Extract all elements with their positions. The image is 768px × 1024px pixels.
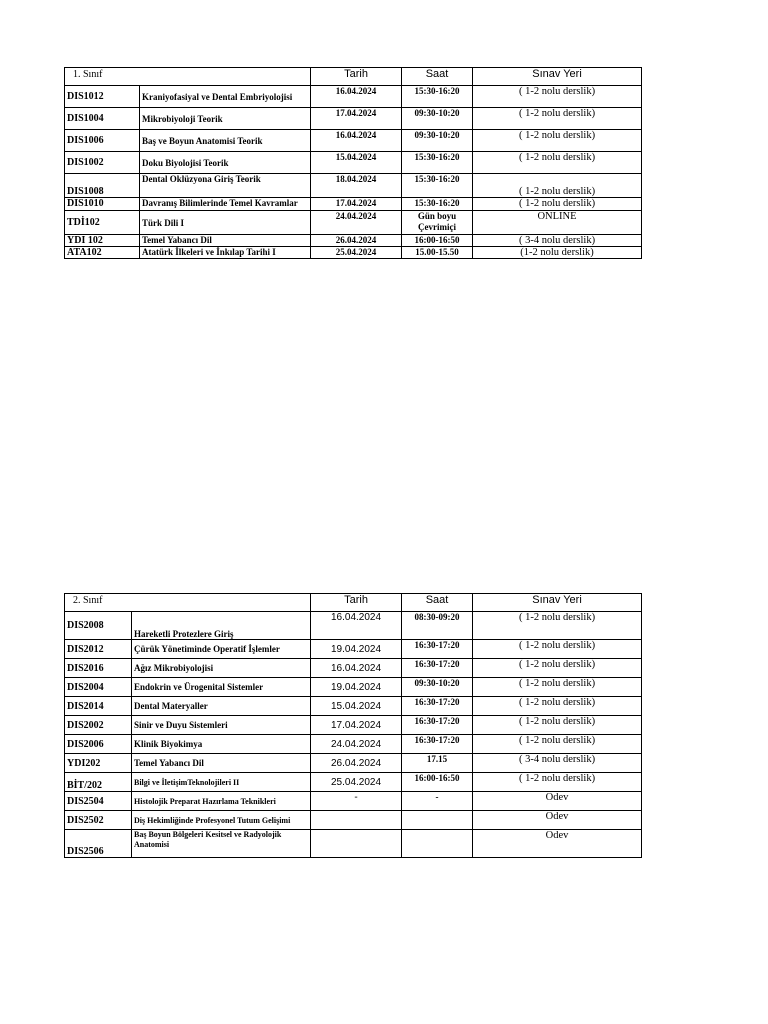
table-row [65, 754, 642, 773]
table-row [65, 678, 642, 697]
exam-date: 18.04.2024 [311, 174, 402, 198]
course-name: Ağız Mikrobiyolojisi [132, 659, 311, 678]
table-row [65, 198, 642, 211]
exam-location: (1-2 nolu derslik) [473, 247, 642, 259]
exam-location: ( 1-2 nolu derslik) [473, 108, 642, 130]
table-row [65, 235, 642, 247]
exam-location: ( 1-2 nolu derslik) [473, 174, 642, 198]
course-code: DIS1004 [65, 108, 140, 130]
course-code: DIS2006 [65, 735, 132, 754]
course-name: Baş ve Boyun Anatomisi Teorik [140, 130, 311, 152]
date-column-header: Tarih [311, 594, 402, 612]
exam-location: ( 1-2 nolu derslik) [473, 86, 642, 108]
table-row [65, 152, 642, 174]
table-row [65, 108, 642, 130]
exam-date: 24.04.2024 [311, 735, 402, 754]
exam-time: 09:30-10:20 [402, 108, 473, 130]
exam-time: 15:30-16:20 [402, 174, 473, 198]
exam-date: - [311, 792, 402, 811]
course-name: Türk Dili I [140, 211, 311, 235]
exam-time: 09:30-10:20 [402, 678, 473, 697]
table-row [65, 86, 642, 108]
course-code: DIS2504 [65, 792, 132, 811]
exam-date [311, 811, 402, 830]
course-name: Baş Boyun Bölgeleri Kesitsel ve Radyolojik Anatomisi [132, 830, 311, 858]
exam-time: 16:30-17:20 [402, 735, 473, 754]
exam-location: ( 3-4 nolu derslik) [473, 754, 642, 773]
course-name: Hareketli Protezlere Giriş [132, 612, 311, 640]
course-code: BİT/202 [65, 773, 132, 792]
course-code: YDI 102 [65, 235, 140, 247]
course-code: DIS1002 [65, 152, 140, 174]
course-code: DIS2004 [65, 678, 132, 697]
exam-location: ( 1-2 nolu derslik) [473, 716, 642, 735]
course-name: Bilgi ve İletişimTeknolojileri II [132, 773, 311, 792]
course-code: YDI202 [65, 754, 132, 773]
exam-date: 26.04.2024 [311, 754, 402, 773]
course-name: Temel Yabancı Dil [140, 235, 311, 247]
exam-time: 15:30-16:20 [402, 152, 473, 174]
course-name: Dental Oklüzyona Giriş Teorik [140, 174, 311, 198]
exam-time: 17.15 [402, 754, 473, 773]
exam-time: 15.00-15.50 [402, 247, 473, 259]
course-name: Klinik Biyokimya [132, 735, 311, 754]
exam-time: 16:30-17:20 [402, 640, 473, 659]
first-year-exam-table [64, 67, 642, 259]
course-code: DIS2502 [65, 811, 132, 830]
exam-location: ( 1-2 nolu derslik) [473, 130, 642, 152]
exam-date: 25.04.2024 [311, 247, 402, 259]
exam-time [402, 830, 473, 858]
exam-time: 15:30-16:20 [402, 198, 473, 211]
table-row [65, 174, 642, 198]
course-name: Kraniyofasiyal ve Dental Embriyolojisi [140, 86, 311, 108]
table-row [65, 130, 642, 152]
exam-time: 16:30-17:20 [402, 697, 473, 716]
course-name: Histolojik Preparat Hazırlama Teknikleri [132, 792, 311, 811]
course-name: Sinir ve Duyu Sistemleri [132, 716, 311, 735]
course-name: Dental Materyaller [132, 697, 311, 716]
table-row [65, 640, 642, 659]
exam-date: 26.04.2024 [311, 235, 402, 247]
exam-time: 15:30-16:20 [402, 86, 473, 108]
course-code: DIS2016 [65, 659, 132, 678]
date-column-header: Tarih [311, 68, 402, 86]
time-column-header: Saat [402, 594, 473, 612]
course-code: DIS2012 [65, 640, 132, 659]
exam-date: 15.04.2024 [311, 697, 402, 716]
exam-date: 24.04.2024 [311, 211, 402, 235]
exam-location: Odev [473, 792, 642, 811]
exam-date: 16.04.2024 [311, 612, 402, 640]
table-row [65, 811, 642, 830]
exam-date: 17.04.2024 [311, 108, 402, 130]
exam-location: ( 1-2 nolu derslik) [473, 659, 642, 678]
class-heading: 1. Sınıf [65, 68, 311, 86]
course-name: Diş Hekimliğinde Profesyonel Tutum Gelişimi [132, 811, 311, 830]
exam-location: ( 1-2 nolu derslik) [473, 152, 642, 174]
location-column-header: Sınav Yeri [473, 68, 642, 86]
table-row [65, 211, 642, 235]
table-row [65, 792, 642, 811]
table-row [65, 612, 642, 640]
exam-location: ( 3-4 nolu derslik) [473, 235, 642, 247]
course-code: DIS1006 [65, 130, 140, 152]
course-name: Temel Yabancı Dil [132, 754, 311, 773]
exam-date: 16.04.2024 [311, 659, 402, 678]
course-name: Mikrobiyoloji Teorik [140, 108, 311, 130]
exam-date [311, 830, 402, 858]
exam-location: ONLINE [473, 211, 642, 235]
table-row [65, 659, 642, 678]
table-row [65, 697, 642, 716]
exam-date: 16.04.2024 [311, 86, 402, 108]
exam-time: Gün boyu Çevrimiçi [402, 211, 473, 235]
exam-location: ( 1-2 nolu derslik) [473, 735, 642, 754]
exam-location: ( 1-2 nolu derslik) [473, 640, 642, 659]
course-code: DIS2002 [65, 716, 132, 735]
exam-location: Odev [473, 830, 642, 858]
exam-date: 19.04.2024 [311, 640, 402, 659]
exam-location: ( 1-2 nolu derslik) [473, 678, 642, 697]
exam-time: 08:30-09:20 [402, 612, 473, 640]
table-row [65, 247, 642, 259]
exam-date: 25.04.2024 [311, 773, 402, 792]
exam-time: 09:30-10:20 [402, 130, 473, 152]
course-name: Atatürk İlkeleri ve İnkılap Tarihi I [140, 247, 311, 259]
exam-location: Odev [473, 811, 642, 830]
exam-date: 19.04.2024 [311, 678, 402, 697]
exam-time [402, 811, 473, 830]
table-row [65, 830, 642, 858]
course-name: Endokrin ve Ürogenital Sistemler [132, 678, 311, 697]
exam-date: 16.04.2024 [311, 130, 402, 152]
exam-time: 16:30-17:20 [402, 659, 473, 678]
course-code: TDİ102 [65, 211, 140, 235]
course-code: DIS1010 [65, 198, 140, 211]
time-column-header: Saat [402, 68, 473, 86]
class-heading: 2. Sınıf [65, 594, 311, 612]
course-code: DIS2506 [65, 830, 132, 858]
table-row [65, 773, 642, 792]
table-row [65, 735, 642, 754]
exam-location: ( 1-2 nolu derslik) [473, 612, 642, 640]
table-header-row [65, 68, 642, 86]
exam-date: 17.04.2024 [311, 198, 402, 211]
exam-time: 16:00-16:50 [402, 773, 473, 792]
course-code: DIS2008 [65, 612, 132, 640]
exam-time: 16:00-16:50 [402, 235, 473, 247]
course-code: DIS1008 [65, 174, 140, 198]
table-row [65, 716, 642, 735]
table-header-row [65, 594, 642, 612]
course-name: Çürük Yönetiminde Operatif İşlemler [132, 640, 311, 659]
exam-location: ( 1-2 nolu derslik) [473, 198, 642, 211]
second-year-exam-table [64, 593, 642, 858]
course-code: DIS1012 [65, 86, 140, 108]
exam-time: - [402, 792, 473, 811]
exam-time: 16:30-17:20 [402, 716, 473, 735]
exam-location: ( 1-2 nolu derslik) [473, 773, 642, 792]
course-name: Doku Biyolojisi Teorik [140, 152, 311, 174]
location-column-header: Sınav Yeri [473, 594, 642, 612]
course-code: DIS2014 [65, 697, 132, 716]
course-code: ATA102 [65, 247, 140, 259]
exam-date: 15.04.2024 [311, 152, 402, 174]
exam-location: ( 1-2 nolu derslik) [473, 697, 642, 716]
exam-date: 17.04.2024 [311, 716, 402, 735]
course-name: Davranış Bilimlerinde Temel Kavramlar [140, 198, 311, 211]
